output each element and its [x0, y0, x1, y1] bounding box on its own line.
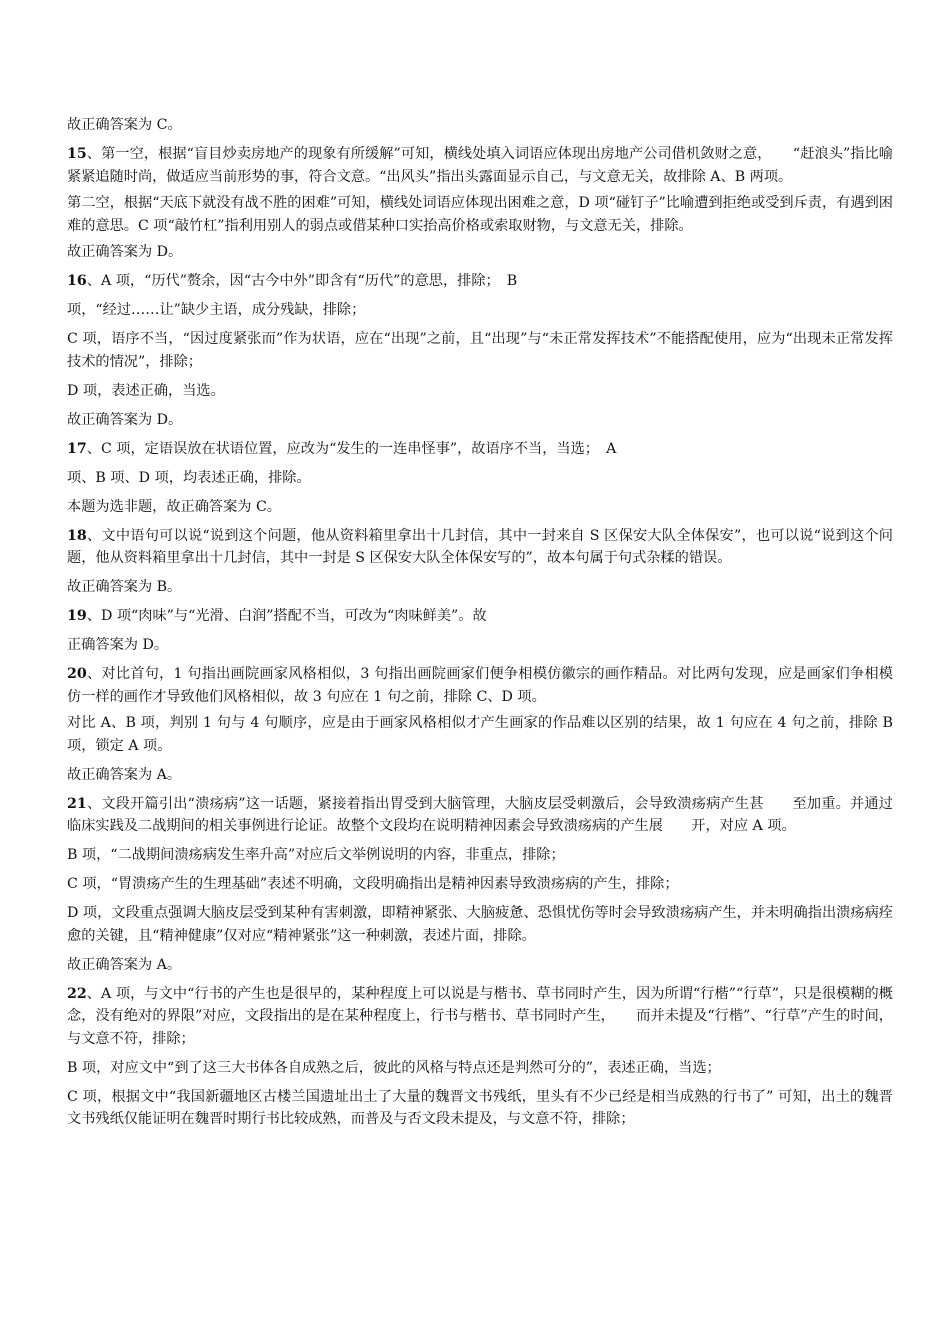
paragraph-12: 18、文中语句可以说“说到这个问题，他从资料箱里拿出十几封信，其中一封来自 S 区保安大队全体保安”，也可以说“说到这个问题，他从资料箱里拿出十几封信，其中一封是 S 区保安大队全体保安写的”，故本句属于句式杂糅的错误。 — [67, 527, 893, 566]
paragraph-2: 第二空，根据“天底下就没有战不胜的困难”可知，横线处词语应体现出困难之意，D 项“碰钉子”比喻遭到拒绝或受到斥责，有遇到困难的意思。C 项“敲竹杠”指利用别人的弱点或借某种口实抬高价格或索取财物，与文意无关，排除。 — [67, 195, 893, 234]
answer-explanations — [67, 114, 898, 1137]
paragraph-10: 项、B 项、D 项，均表述正确，排除。 — [67, 469, 311, 486]
question-number: 17 — [67, 440, 87, 457]
question-number: 22 — [67, 985, 87, 1002]
paragraph-6: C 项，语序不当，“因过度紧张而”作为状语，应在“出现”之前，且“出现”与“未正常发挥技术”不能搭配使用，应为“出现未正常发挥技术的情况”，排除； — [67, 331, 893, 370]
question-number: 16 — [67, 273, 87, 289]
paragraph-17: 对比 A、B 项，判别 1 句与 4 句顺序，应是由于画家风格相似才产生画家的作品难以区别的结果，故 1 句应在 4 句之前，排除 B 项，锁定 A 项。 — [67, 715, 898, 754]
paragraph-21: C 项，“胃溃疡产生的生理基础”表述不明确，文段明确指出是精神因素导致溃疡病的产生，排除； — [67, 876, 679, 892]
paragraph-7: D 项，表述正确，当选。 — [67, 382, 225, 399]
paragraph-13: 故正确答案为 B。 — [67, 579, 182, 595]
paragraph-1: 15、第一空，根据“盲目炒卖房地产的现象有所缓解”可知，横线处填入词语应体现出房地产公司借机敛财之意， “赶浪头”指比喻紧紧追随时尚，做适应当前形势的事，符合文意。“出风头”指出头露面显示自己，与文意无关，故排除 A、B 两项。 — [67, 146, 893, 185]
paragraph-4: 16、A 项，“历代”赘余，因“古今中外”即含有“历代”的意思，排除； B — [67, 273, 518, 289]
paragraph-0: 故正确答案为 C。 — [67, 117, 182, 133]
paragraph-25: B 项，对应文中“到了这三大书体各自成熟之后，彼此的风格与特点还是判然可分的”，表述正确，当选； — [67, 1059, 721, 1076]
question-number: 20 — [67, 666, 87, 682]
question-number: 19 — [67, 608, 87, 624]
paragraph-18: 故正确答案为 A。 — [67, 766, 182, 783]
question-number: 15 — [67, 146, 87, 162]
paragraph-5: 项，“经过……让”缺少主语，成分残缺，排除； — [67, 302, 366, 318]
paragraph-26: C 项，根据文中“我国新疆地区古楼兰国遗址出土了大量的魏晋文书残纸，里头有不少已经是相当成熟的行书了” 可知，出土的魏晋文书残纸仅能证明在魏晋时期行书比较成熟，而普及与否文段未提及，与文意不符，排除； — [67, 1088, 893, 1127]
paragraph-3: 故正确答案为 D。 — [67, 244, 183, 260]
paragraph-8: 故正确答案为 D。 — [67, 411, 183, 428]
paragraph-11: 本题为选非题，故正确答案为 C。 — [67, 498, 281, 515]
paragraph-9: 17、C 项，定语误放在状语位置，应改为“发生的一连串怪事”，故语序不当，当选； A — [67, 440, 617, 457]
paragraph-23: 故正确答案为 A。 — [67, 956, 182, 973]
paragraph-24: 22、A 项，与文中“行书的产生也是很早的，某种程度上可以说是与楷书、草书同时产生，因为所谓“行楷”“行草”，只是很模糊的概念，没有绝对的界限”对应，文段指出的是在某种程度上，行书与楷书、草书同时产生， 而并未提及“行楷”、“行草”产生的时间，与文意不符，排除； — [67, 985, 893, 1047]
paragraph-22: D 项，文段重点强调大脑皮层受到某种有害刺激，即精神紧张、大脑疲惫、恐惧忧伤等时会导致溃疡病产生，并未明确指出溃疡病痊愈的关键，且“精神健康”仅对应“精神紧张”这一种刺激，表述片面，排除。 — [67, 905, 893, 944]
paragraph-15: 正确答案为 D。 — [67, 637, 169, 653]
paragraph-19: 21、文段开篇引出“溃疡病”这一话题，紧接着指出胃受到大脑管理，大脑皮层受刺激后，会导致溃疡病产生甚 至加重。并通过临床实践及二战期间的相关事例进行论证。故整个文段均在说明精神因素会导致溃疡病的产生展 开，对应 A 项。 — [67, 795, 893, 834]
paragraph-16: 20、对比首句，1 句指出画院画家风格相似，3 句指出画院画家们便争相模仿徽宗的画作精品。对比两句发现，应是画家们争相模仿一样的画作才导致他们风格相似，故 3 句应在 1 句之前，排除 C、D 项。 — [67, 666, 893, 705]
question-number: 18 — [67, 527, 87, 544]
paragraph-14: 19、D 项“肉味”与“光滑、白润”搭配不当，可改为“肉味鲜美”。故 — [67, 608, 487, 624]
paragraph-20: B 项，“二战期间溃疡病发生率升高”对应后文举例说明的内容，非重点，排除； — [67, 847, 565, 863]
question-number: 21 — [67, 795, 87, 812]
